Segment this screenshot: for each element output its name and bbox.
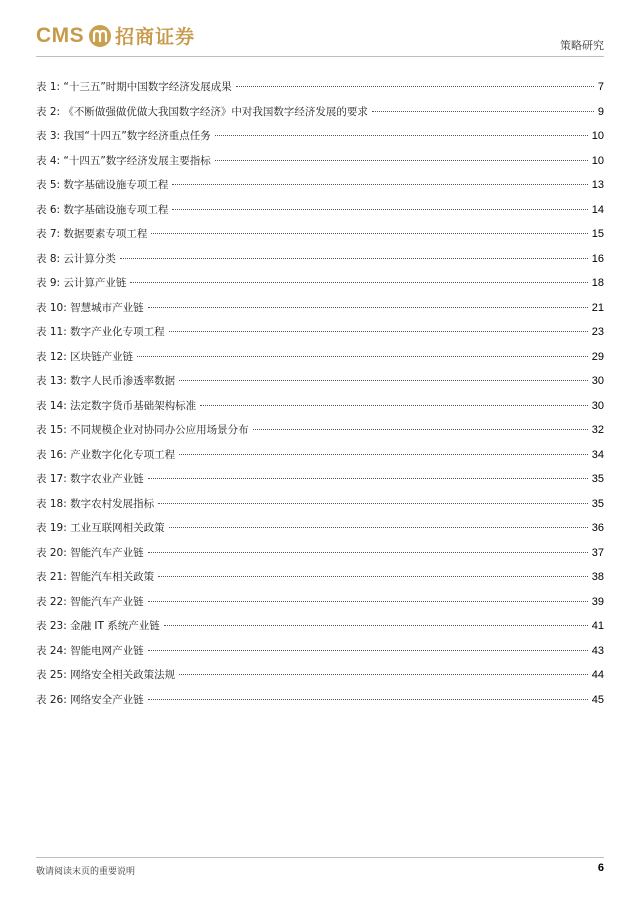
toc-entry-label: 表 14: 法定数字货币基础架构标准 bbox=[36, 399, 197, 412]
toc-entry-page: 14 bbox=[591, 203, 604, 216]
toc-entry[interactable] bbox=[36, 668, 604, 693]
section-label: 策略研究 bbox=[560, 39, 604, 52]
toc-entry[interactable] bbox=[36, 325, 604, 350]
toc-leader-dots bbox=[179, 380, 588, 381]
toc-leader-dots bbox=[148, 307, 588, 308]
toc-entry-page: 43 bbox=[591, 644, 604, 657]
toc-entry-label: 表 6: 数字基础设施专项工程 bbox=[36, 203, 169, 216]
toc-leader-dots bbox=[148, 601, 588, 602]
toc-entry-label: 表 23: 金融 IT 系统产业链 bbox=[36, 620, 160, 632]
toc-entry[interactable] bbox=[36, 693, 604, 718]
toc-leader-dots bbox=[130, 282, 587, 283]
toc-leader-dots bbox=[172, 209, 587, 210]
footer-divider bbox=[36, 857, 604, 858]
toc-entry[interactable] bbox=[36, 227, 604, 252]
toc-leader-dots bbox=[151, 233, 587, 234]
toc-entry[interactable] bbox=[36, 203, 604, 228]
toc-entry-page: 21 bbox=[591, 301, 604, 314]
toc-entry-label: 表 10: 智慧城市产业链 bbox=[36, 301, 144, 314]
toc-entry-page: 34 bbox=[591, 448, 604, 461]
toc-entry-page: 13 bbox=[591, 179, 604, 191]
toc-leader-dots bbox=[172, 184, 587, 185]
toc-entry-label: 表 19: 工业互联网相关政策 bbox=[36, 522, 165, 534]
toc-leader-dots bbox=[236, 86, 594, 87]
toc-entry[interactable] bbox=[36, 546, 604, 571]
toc-leader-dots bbox=[179, 454, 588, 455]
toc-entry-page: 18 bbox=[591, 277, 604, 289]
toc-leader-dots bbox=[137, 356, 588, 357]
toc-leader-dots bbox=[372, 111, 594, 112]
toc-entry-page: 9 bbox=[597, 105, 604, 118]
toc-entry[interactable] bbox=[36, 80, 604, 105]
toc-entry[interactable] bbox=[36, 423, 604, 448]
toc-entry-label: 表 15: 不同规模企业对协同办公应用场景分布 bbox=[36, 424, 249, 436]
toc-leader-dots bbox=[169, 331, 588, 332]
toc-entry-label: 表 9: 云计算产业链 bbox=[36, 277, 127, 289]
toc-entry-label: 表 21: 智能汽车相关政策 bbox=[36, 571, 155, 583]
toc-entry[interactable] bbox=[36, 570, 604, 595]
toc-leader-dots bbox=[164, 625, 588, 626]
toc-leader-dots bbox=[169, 527, 588, 528]
toc-entry-label: 表 13: 数字人民币渗透率数据 bbox=[36, 375, 176, 387]
toc-entry-page: 39 bbox=[591, 595, 604, 608]
toc-entry[interactable] bbox=[36, 619, 604, 644]
toc-entry-label: 表 22: 智能汽车产业链 bbox=[36, 595, 144, 608]
toc-entry-page: 32 bbox=[591, 424, 604, 436]
toc-entry-page: 30 bbox=[591, 399, 604, 412]
toc-entry[interactable] bbox=[36, 178, 604, 203]
page-number: 6 bbox=[597, 862, 604, 874]
toc-entry[interactable] bbox=[36, 497, 604, 522]
toc-entry-page: 44 bbox=[591, 669, 604, 681]
toc-entry[interactable] bbox=[36, 105, 604, 130]
toc-entry-page: 36 bbox=[591, 522, 604, 534]
toc-entry-page: 35 bbox=[591, 473, 604, 485]
toc-entry-label: 表 3: 我国“十四五”数字经济重点任务 bbox=[36, 130, 211, 142]
toc-entry-label: 表 7: 数据要素专项工程 bbox=[36, 228, 148, 240]
toc-entry[interactable] bbox=[36, 448, 604, 473]
toc-leader-dots bbox=[179, 674, 588, 675]
toc-leader-dots bbox=[215, 135, 588, 136]
logo-badge-icon bbox=[89, 25, 111, 47]
toc-entry[interactable] bbox=[36, 374, 604, 399]
toc-entry[interactable] bbox=[36, 154, 604, 179]
table-list bbox=[36, 80, 604, 717]
logo-emblem-icon bbox=[92, 29, 108, 43]
toc-entry-page: 16 bbox=[591, 252, 604, 265]
toc-entry-page: 23 bbox=[591, 326, 604, 338]
toc-entry-page: 37 bbox=[591, 546, 604, 559]
toc-leader-dots bbox=[253, 429, 588, 430]
toc-entry[interactable] bbox=[36, 521, 604, 546]
toc-leader-dots bbox=[200, 405, 588, 406]
toc-leader-dots bbox=[158, 503, 588, 504]
toc-entry-label: 表 20: 智能汽车产业链 bbox=[36, 546, 144, 559]
toc-entry-label: 表 16: 产业数字化化专项工程 bbox=[36, 448, 176, 461]
toc-entry-page: 10 bbox=[591, 130, 604, 142]
toc-entry-label: 表 4: “十四五”数字经济发展主要指标 bbox=[36, 154, 211, 167]
company-logo bbox=[36, 22, 195, 49]
toc-leader-dots bbox=[215, 160, 588, 161]
toc-leader-dots bbox=[148, 699, 588, 700]
toc-entry-label: 表 17: 数字农业产业链 bbox=[36, 473, 144, 485]
toc-entry-page: 29 bbox=[591, 350, 604, 363]
toc-leader-dots bbox=[120, 258, 588, 259]
toc-entry-label: 表 5: 数字基础设施专项工程 bbox=[36, 179, 169, 191]
toc-entry[interactable] bbox=[36, 644, 604, 669]
logo-text-en: CMS bbox=[36, 23, 85, 47]
toc-leader-dots bbox=[148, 650, 588, 651]
toc-entry-page: 41 bbox=[591, 620, 604, 632]
toc-entry-label: 表 11: 数字产业化专项工程 bbox=[36, 326, 165, 338]
toc-leader-dots bbox=[158, 576, 588, 577]
toc-entry[interactable] bbox=[36, 276, 604, 301]
toc-entry-label: 表 1: “十三五”时期中国数字经济发展成果 bbox=[36, 81, 232, 93]
toc-entry-page: 30 bbox=[591, 375, 604, 387]
toc-leader-dots bbox=[148, 552, 588, 553]
toc-entry-label: 表 12: 区块链产业链 bbox=[36, 350, 134, 363]
logo-text-cn: 招商证券 bbox=[115, 26, 196, 48]
footer-disclaimer: 敬请阅读末页的重要说明 bbox=[36, 867, 136, 877]
toc-entry-page: 10 bbox=[591, 154, 604, 167]
toc-entry-label: 表 18: 数字农村发展指标 bbox=[36, 497, 155, 510]
page-header bbox=[0, 0, 640, 60]
toc-leader-dots bbox=[148, 478, 588, 479]
toc-entry-page: 35 bbox=[591, 497, 604, 510]
toc-entry[interactable] bbox=[36, 252, 604, 277]
toc-entry[interactable] bbox=[36, 595, 604, 620]
toc-entry-page: 38 bbox=[591, 571, 604, 583]
toc-entry[interactable] bbox=[36, 472, 604, 497]
toc-entry[interactable] bbox=[36, 399, 604, 424]
toc-entry-page: 7 bbox=[597, 81, 604, 93]
toc-entry-label: 表 24: 智能电网产业链 bbox=[36, 644, 144, 657]
toc-entry-label: 表 8: 云计算分类 bbox=[36, 252, 116, 265]
header-divider bbox=[36, 56, 604, 57]
toc-entry-label: 表 25: 网络安全相关政策法规 bbox=[36, 669, 176, 681]
toc-entry-label: 表 26: 网络安全产业链 bbox=[36, 693, 144, 706]
toc-entry-page: 45 bbox=[591, 693, 604, 706]
toc-entry[interactable] bbox=[36, 129, 604, 154]
toc-entry-page: 15 bbox=[591, 228, 604, 240]
toc-entry[interactable] bbox=[36, 350, 604, 375]
toc-entry[interactable] bbox=[36, 301, 604, 326]
toc-entry-label: 表 2: 《不断做强做优做大我国数字经济》中对我国数字经济发展的要求 bbox=[36, 105, 368, 118]
